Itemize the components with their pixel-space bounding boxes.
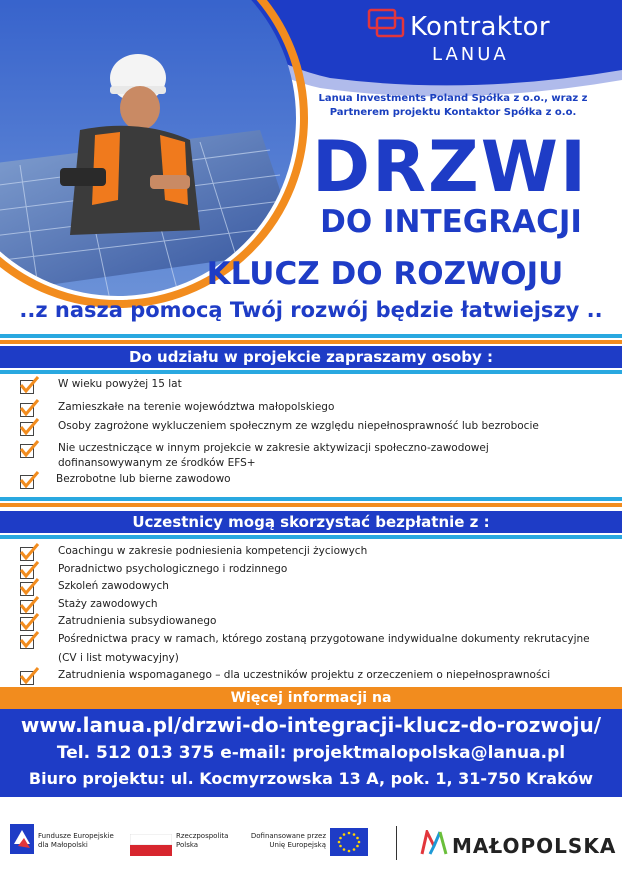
checkbox-checked-icon bbox=[18, 631, 38, 649]
checkbox-checked-icon bbox=[18, 578, 38, 596]
section-stripe bbox=[0, 497, 622, 501]
checkbox-checked-icon bbox=[18, 376, 38, 394]
info-heading: Więcej informacji na bbox=[0, 687, 622, 709]
contact-line[interactable]: Tel. 512 013 375 e-mail: projektmalopolska@lanua.pl bbox=[56, 743, 566, 763]
eu-funds-logo-icon bbox=[10, 824, 34, 854]
checkbox-checked-icon bbox=[18, 596, 38, 614]
malopolska-logo-icon bbox=[420, 830, 448, 856]
eu-funds-text-1: Fundusze Europejskie bbox=[38, 832, 114, 840]
footer bbox=[0, 800, 622, 880]
section-stripe bbox=[0, 340, 622, 344]
tagline: ..z nasza pomocą Twój rozwój będzie łatwiejszy .. bbox=[19, 298, 603, 322]
logo-subtitle: LANUA bbox=[432, 44, 509, 65]
checkbox-checked-icon bbox=[18, 399, 38, 417]
checkbox-checked-icon bbox=[18, 440, 38, 458]
title-line-3: KLUCZ DO ROZWOJU bbox=[206, 256, 564, 292]
checkbox-checked-icon bbox=[18, 418, 38, 436]
eu-funds-text-2: dla Małopolski bbox=[38, 841, 88, 849]
checkbox-checked-icon bbox=[18, 613, 38, 631]
section-stripe bbox=[0, 370, 622, 374]
eu-text-1: Dofinansowane przez bbox=[250, 832, 326, 840]
section-stripe bbox=[0, 503, 622, 507]
rp-text-1: Rzeczpospolita bbox=[176, 832, 229, 840]
checkbox-checked-icon bbox=[18, 667, 38, 685]
title-line-1: DRZWI bbox=[311, 126, 589, 208]
project-url[interactable]: www.lanua.pl/drzwi-do-integracji-klucz-do-rozwoju/ bbox=[20, 713, 602, 737]
checkbox-checked-icon bbox=[18, 471, 38, 489]
section-heading-benefits: Uczestnicy mogą skorzystać bezpłatnie z : bbox=[0, 511, 622, 533]
eu-flag-icon bbox=[330, 828, 368, 856]
logo-title: Kontraktor bbox=[410, 12, 550, 42]
section-stripe bbox=[0, 334, 622, 338]
footer-divider bbox=[396, 826, 397, 860]
checkbox-checked-icon bbox=[18, 543, 38, 561]
checkbox-checked-icon bbox=[18, 561, 38, 579]
section-heading-participants: Do udziału w projekcie zapraszamy osoby : bbox=[0, 346, 622, 368]
title-line-2: DO INTEGRACJI bbox=[320, 204, 582, 240]
section-stripe bbox=[0, 535, 622, 539]
office-address: Biuro projektu: ul. Kocmyrzowska 13 A, pok. 1, 31-750 Kraków bbox=[28, 769, 594, 788]
region-name: MAŁOPOLSKA bbox=[452, 834, 617, 858]
poland-flag-icon bbox=[130, 834, 172, 856]
eu-text-2: Unię Europejską bbox=[269, 841, 326, 849]
rp-text-2: Polska bbox=[176, 841, 199, 849]
partner-text: Lanua Investments Poland Spółka z o.o., wraz z Partnerem projektu Kontaktor Spółka z o.o. bbox=[318, 93, 588, 118]
